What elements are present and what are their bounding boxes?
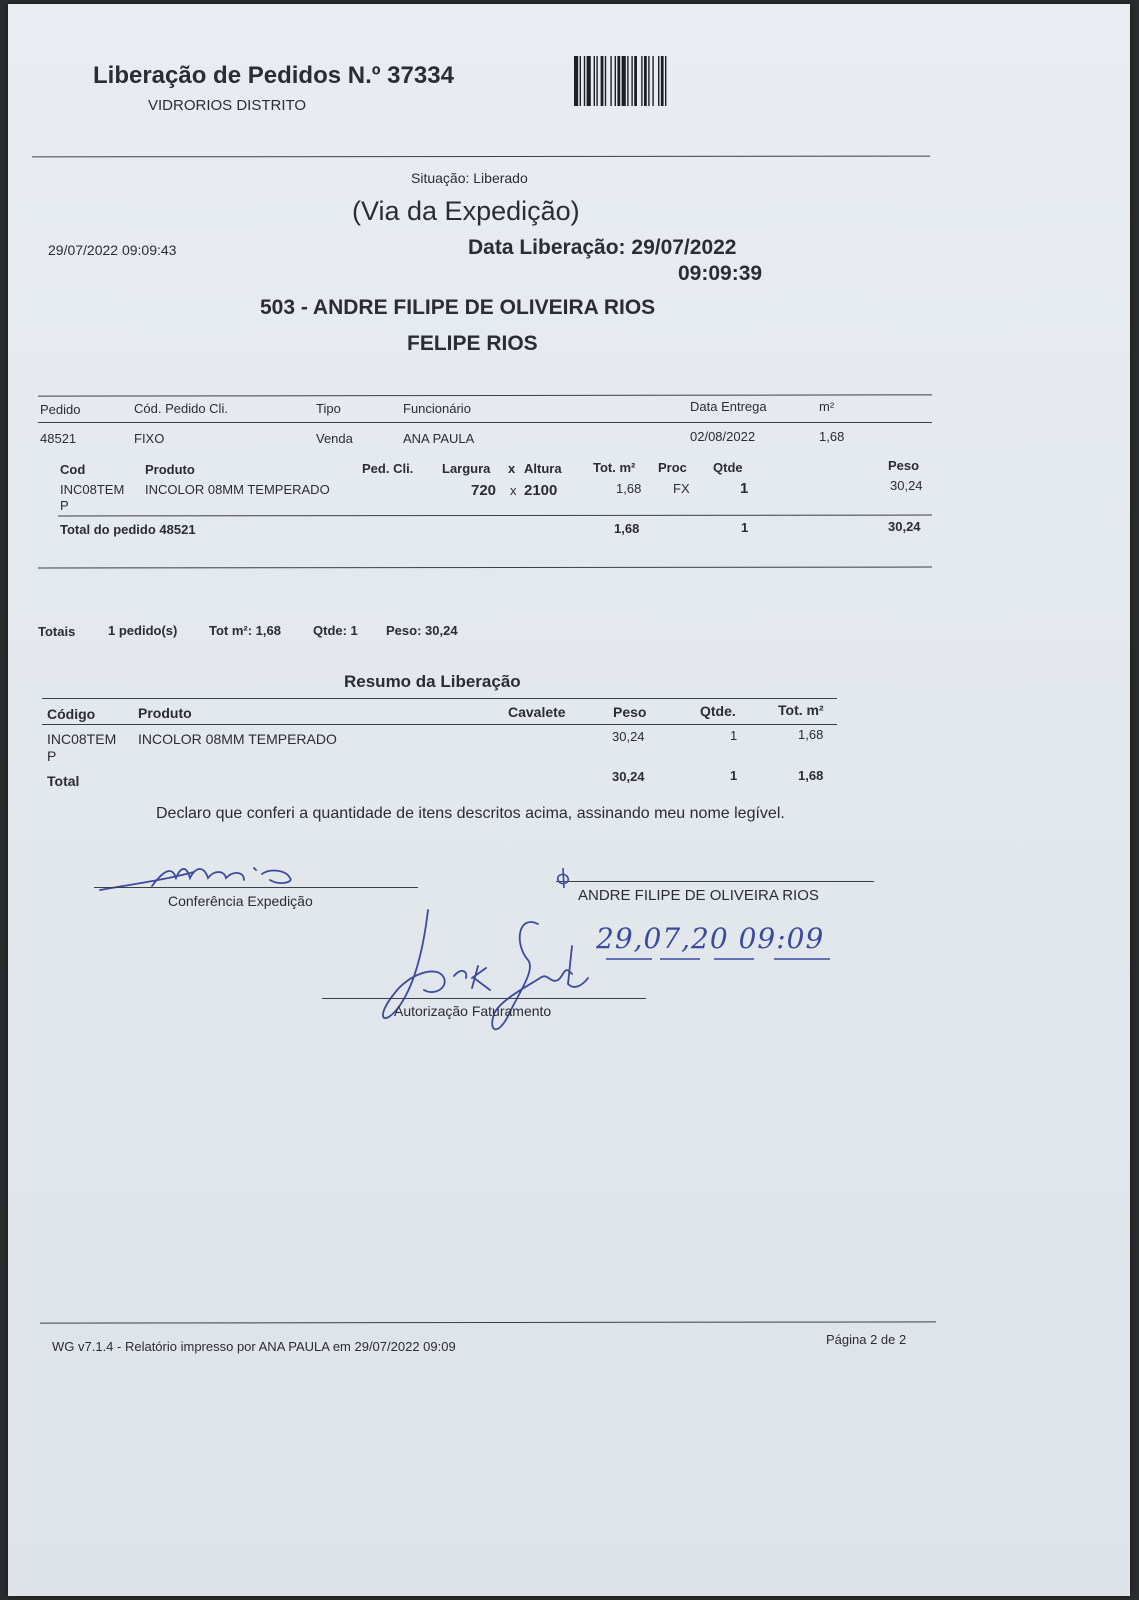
conferencia-signature [94, 856, 324, 896]
order-table-bottom-rule [38, 567, 932, 569]
totais-peso: Peso: 30,24 [386, 623, 458, 638]
barcode-bar [574, 56, 578, 106]
resumo-col-codigo: Código [47, 706, 96, 722]
resumo-col-produto: Produto [138, 705, 192, 721]
autorizacao-signature-line [322, 998, 646, 999]
client-handwritten-date: 29,07,20 09:09 [596, 922, 825, 955]
via-label: (Via da Expedição) [352, 196, 580, 226]
order-total-m2: 1,68 [614, 521, 640, 536]
col-tipo: Tipo [316, 401, 341, 416]
resumo-cell-produto: INCOLOR 08MM TEMPERADO [138, 731, 337, 747]
cell-cod: INC08TEM [60, 482, 125, 497]
handwritten-date-underline [604, 954, 844, 964]
client-signature-name: ANDRE FILIPE DE OLIVEIRA RIOS [578, 887, 819, 904]
header-divider [32, 156, 930, 158]
resumo-cell-codigo-wrap: P [47, 748, 57, 764]
company-name: VIDRORIOS DISTRITO [148, 97, 307, 114]
footer-printed-by: WG v7.1.4 - Relatório impresso por ANA PAULA em 29/07/2022 09:09 [52, 1339, 456, 1354]
totais-tot-m2: Tot m²: 1,68 [209, 623, 281, 638]
barcode-bar [587, 56, 591, 106]
resumo-col-qtde: Qtde. [700, 703, 736, 719]
col-qtde: Qtde [713, 460, 743, 475]
resumo-total-label: Total [47, 773, 80, 789]
barcode-bar [601, 56, 604, 106]
resumo-title: Resumo da Liberação [344, 672, 521, 691]
totais-qtde: Qtde: 1 [313, 623, 358, 638]
autorizacao-label: Autorização Faturamento [394, 1003, 552, 1019]
cell-tipo: Venda [316, 431, 353, 446]
cell-produto: INCOLOR 08MM TEMPERADO [145, 482, 330, 497]
cell-proc: FX [673, 481, 690, 496]
col-tot-m2: Tot. m² [593, 460, 636, 475]
cell-x: x [510, 483, 517, 498]
order-total-qtde: 1 [741, 520, 749, 535]
barcode-bar [594, 56, 595, 106]
barcode-bar [615, 56, 616, 106]
barcode-bar [622, 56, 626, 106]
barcode-bar [617, 56, 620, 106]
col-ped-cli: Ped. Cli. [362, 461, 414, 476]
resumo-col-cavalete: Cavalete [508, 704, 566, 720]
situacao-label: Situação: Liberado [411, 170, 528, 186]
cell-qtde: 1 [740, 480, 749, 497]
col-x: x [508, 461, 516, 476]
resumo-total-tot-m2: 1,68 [798, 768, 824, 783]
resumo-total-peso: 30,24 [612, 769, 645, 784]
barcode-bar [658, 56, 659, 106]
cell-peso: 30,24 [890, 478, 923, 493]
col-funcionario: Funcionário [403, 401, 471, 416]
col-cod-pedido-cli: Cód. Pedido Cli. [134, 401, 228, 416]
col-proc: Proc [658, 460, 687, 475]
order-total-peso: 30,24 [888, 519, 921, 534]
order-table-top-rule [38, 394, 932, 396]
cell-funcionario: ANA PAULA [403, 431, 475, 446]
col-peso: Peso [888, 458, 920, 473]
cell-altura: 2100 [524, 482, 558, 499]
cell-tot-m2: 1,68 [616, 481, 642, 496]
footer-page-number: Página 2 de 2 [826, 1332, 907, 1347]
declaration-text: Declaro que conferi a quantidade de itens descritos acima, assinando meu nome legível. [156, 805, 785, 822]
barcode-bar [580, 56, 581, 106]
printed-datetime: 29/07/2022 09:09:43 [48, 242, 177, 258]
document-page [8, 4, 1130, 1596]
barcode-bar [644, 56, 647, 106]
barcode-bar [661, 56, 664, 106]
resumo-col-peso: Peso [613, 704, 647, 720]
barcode-bar [665, 56, 666, 106]
col-m2: m² [819, 399, 835, 414]
col-cod: Cod [60, 462, 86, 477]
conferencia-signature-line [94, 887, 418, 888]
client-nickname: FELIPE RIOS [407, 332, 538, 355]
data-liberacao: Data Liberação: 29/07/2022 [468, 236, 737, 259]
col-altura: Altura [524, 461, 562, 476]
footer-rule [40, 1321, 936, 1323]
totais-pedidos: 1 pedido(s) [108, 623, 178, 638]
cell-pedido: 48521 [40, 431, 77, 446]
cell-data-entrega: 02/08/2022 [690, 429, 756, 444]
resumo-header-rule [42, 724, 837, 725]
barcode-bar [652, 56, 653, 106]
barcode-bar [605, 56, 606, 106]
barcode-bar [641, 56, 642, 106]
data-liberacao-time: 09:09:39 [678, 262, 763, 285]
barcode-bar [627, 56, 628, 106]
client-initial-mark [554, 866, 576, 890]
resumo-cell-peso: 30,24 [612, 729, 645, 744]
resumo-cell-codigo: INC08TEM [47, 731, 117, 747]
col-produto: Produto [145, 462, 195, 477]
cell-cod-wrap: P [60, 498, 69, 513]
cell-largura: 720 [471, 482, 497, 499]
col-pedido: Pedido [40, 402, 81, 417]
client-signature-line [556, 881, 874, 882]
document-title: Liberação de Pedidos N.º 37334 [93, 62, 454, 89]
order-table-header-rule [38, 422, 932, 423]
autorizacao-handwriting: Ana Paula [468, 974, 473, 975]
cell-m2: 1,68 [819, 429, 845, 444]
resumo-col-tot-m2: Tot. m² [778, 702, 824, 718]
client-name: 503 - ANDRE FILIPE DE OLIVEIRA RIOS [260, 296, 656, 319]
resumo-cell-tot-m2: 1,68 [798, 727, 824, 742]
barcode-bar [631, 56, 632, 106]
col-data-entrega: Data Entrega [690, 399, 767, 414]
conferencia-label: Conferência Expedição [168, 893, 313, 909]
conferencia-handwriting: mario [214, 876, 217, 877]
resumo-total-qtde: 1 [730, 768, 738, 783]
barcode-bar [596, 56, 597, 106]
col-largura: Largura [442, 461, 491, 476]
resumo-top-rule [42, 698, 837, 699]
barcode [574, 56, 742, 106]
barcode-bar [648, 56, 649, 106]
totais-label: Totais [38, 624, 76, 639]
resumo-cell-qtde: 1 [730, 728, 738, 743]
barcode-bar [634, 56, 637, 106]
cell-cod-pedido-cli: FIXO [134, 431, 165, 446]
order-total-label: Total do pedido 48521 [60, 522, 196, 537]
barcode-bar [584, 56, 585, 106]
barcode-bar [610, 56, 611, 106]
items-total-rule [58, 515, 932, 517]
autorizacao-signature [368, 904, 598, 1044]
